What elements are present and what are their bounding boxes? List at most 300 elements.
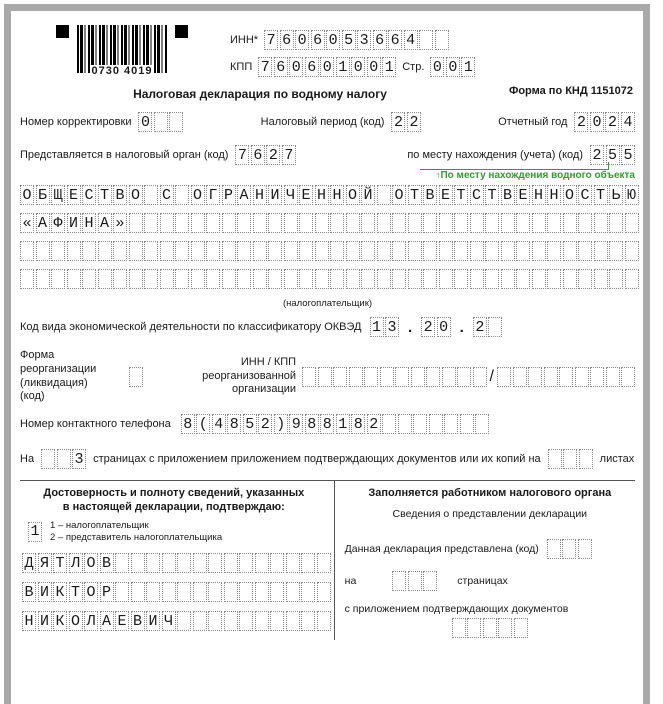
pages-prefix: На bbox=[20, 453, 35, 465]
char-cell: Л bbox=[84, 611, 98, 631]
id-rows bbox=[230, 25, 475, 77]
char-cell bbox=[442, 367, 456, 387]
char-cell bbox=[67, 269, 81, 289]
char-cell bbox=[270, 611, 284, 631]
char-cell bbox=[435, 30, 449, 50]
char-cell: О bbox=[346, 185, 360, 205]
char-cell bbox=[346, 241, 360, 261]
char-cell bbox=[444, 414, 458, 434]
title-row bbox=[20, 85, 635, 103]
char-cell: 7 bbox=[264, 30, 278, 50]
char-cell bbox=[317, 582, 331, 602]
char-cell: 0 bbox=[320, 57, 334, 77]
char-cell bbox=[382, 414, 396, 434]
char-cell bbox=[144, 269, 158, 289]
char-cell bbox=[302, 367, 316, 387]
char-cell bbox=[129, 367, 143, 387]
char-cell bbox=[609, 241, 623, 261]
char-cell bbox=[146, 553, 160, 573]
tax-period-field bbox=[261, 112, 421, 132]
char-cell: С bbox=[578, 185, 592, 205]
char-cell: ) bbox=[274, 414, 288, 434]
copies-count-cells bbox=[548, 449, 593, 469]
char-cell bbox=[532, 213, 546, 233]
char-cell: 2 bbox=[258, 414, 272, 434]
char-cell: Н bbox=[253, 185, 267, 205]
char-cell bbox=[408, 571, 422, 591]
char-cell bbox=[206, 213, 220, 233]
header bbox=[20, 25, 635, 83]
char-cell bbox=[501, 213, 515, 233]
char-cell: Т bbox=[594, 185, 608, 205]
char-cell bbox=[439, 269, 453, 289]
char-cell bbox=[144, 185, 158, 205]
office-sheets-cells bbox=[345, 618, 635, 638]
char-cell bbox=[516, 241, 530, 261]
char-cell bbox=[175, 269, 189, 289]
char-cell bbox=[193, 553, 207, 573]
char-cell bbox=[563, 241, 577, 261]
char-cell bbox=[177, 611, 191, 631]
reorg-form-label-line1: Форма реорганизации bbox=[20, 349, 97, 375]
char-cell: О bbox=[129, 185, 143, 205]
char-cell bbox=[392, 241, 406, 261]
surname-cells bbox=[22, 553, 331, 573]
form-knd-code: Форма по КНД 1151072 bbox=[508, 85, 633, 97]
char-cell: 0 bbox=[430, 57, 444, 77]
kpp-row bbox=[230, 57, 475, 77]
char-cell bbox=[547, 213, 561, 233]
char-cell bbox=[36, 241, 50, 261]
location-note-connector-line bbox=[420, 162, 609, 170]
tax-period-label: Налоговый период (код) bbox=[260, 116, 385, 128]
char-cell: В bbox=[131, 611, 145, 631]
char-cell bbox=[413, 414, 427, 434]
char-cell: Д bbox=[22, 553, 36, 573]
char-cell bbox=[270, 553, 284, 573]
char-cell: В bbox=[22, 582, 36, 602]
char-cell bbox=[439, 241, 453, 261]
char-cell bbox=[498, 618, 512, 638]
char-cell: 8 bbox=[320, 414, 334, 434]
char-cell: И bbox=[38, 611, 52, 631]
char-cell bbox=[160, 241, 174, 261]
barcode-digits bbox=[56, 65, 188, 77]
pages-middle-text: страницах с приложением приложением подтверждающих документов или их копий на bbox=[93, 453, 541, 465]
char-cell bbox=[333, 367, 347, 387]
char-cell bbox=[20, 269, 34, 289]
char-cell: Ю bbox=[625, 185, 639, 205]
char-cell bbox=[392, 571, 406, 591]
char-cell: 6 bbox=[388, 30, 402, 50]
char-cell bbox=[485, 241, 499, 261]
confirmation-heading-line1: Достоверность и полноту сведений, указанных bbox=[43, 487, 305, 499]
char-cell bbox=[621, 367, 635, 387]
char-cell bbox=[222, 213, 236, 233]
char-cell: Ь bbox=[609, 185, 623, 205]
char-cell bbox=[193, 582, 207, 602]
char-cell: Е bbox=[439, 185, 453, 205]
char-cell: 1 bbox=[28, 522, 42, 542]
char-cell bbox=[473, 367, 487, 387]
char-cell bbox=[286, 553, 300, 573]
char-cell bbox=[237, 269, 251, 289]
reorg-form-code-cells bbox=[129, 367, 143, 387]
char-cell: Р bbox=[100, 582, 114, 602]
char-cell bbox=[346, 213, 360, 233]
char-cell: 3 bbox=[385, 317, 399, 337]
signer-row bbox=[28, 520, 326, 545]
char-cell bbox=[501, 269, 515, 289]
char-cell bbox=[578, 213, 592, 233]
char-cell bbox=[175, 241, 189, 261]
char-cell bbox=[175, 185, 189, 205]
char-cell bbox=[483, 618, 497, 638]
char-cell bbox=[361, 269, 375, 289]
page-title: Налоговая декларация по водному налогу bbox=[133, 87, 387, 101]
char-cell bbox=[317, 611, 331, 631]
char-cell bbox=[452, 618, 466, 638]
char-cell bbox=[206, 241, 220, 261]
char-cell bbox=[408, 241, 422, 261]
char-cell: Б bbox=[36, 185, 50, 205]
okved-label: Код вида экономической деятельности по классификатору ОКВЭД bbox=[20, 321, 362, 333]
char-cell: 5 bbox=[606, 145, 620, 165]
char-cell bbox=[129, 241, 143, 261]
char-cell bbox=[255, 553, 269, 573]
char-cell bbox=[82, 241, 96, 261]
char-cell bbox=[423, 571, 437, 591]
char-cell bbox=[625, 213, 639, 233]
char-cell: Н bbox=[330, 185, 344, 205]
char-cell: Е bbox=[67, 185, 81, 205]
char-cell: ( bbox=[196, 414, 210, 434]
char-cell bbox=[380, 367, 394, 387]
reorg-innkpp-label bbox=[169, 356, 296, 397]
char-cell bbox=[131, 582, 145, 602]
office-docs-label: с приложением подтверждающих документов bbox=[344, 603, 569, 615]
char-cell: 6 bbox=[280, 30, 294, 50]
char-cell bbox=[169, 112, 183, 132]
char-cell bbox=[162, 553, 176, 573]
char-cell bbox=[408, 213, 422, 233]
char-cell bbox=[398, 414, 412, 434]
phone-label: Номер контактного телефона bbox=[20, 418, 171, 430]
kpp-label: КПП bbox=[230, 61, 253, 73]
char-cell: 2 bbox=[605, 112, 619, 132]
char-cell: 6 bbox=[311, 30, 325, 50]
location-note-text: По месту нахождения водного объекта bbox=[440, 170, 635, 181]
char-cell bbox=[578, 269, 592, 289]
char-cell bbox=[516, 269, 530, 289]
char-cell: 5 bbox=[342, 30, 356, 50]
char-cell: А bbox=[36, 213, 50, 233]
char-cell bbox=[563, 449, 577, 469]
char-cell: Т bbox=[454, 185, 468, 205]
reorg-kpp-cells bbox=[497, 367, 635, 387]
char-cell bbox=[606, 367, 620, 387]
char-cell bbox=[301, 553, 315, 573]
char-cell bbox=[129, 213, 143, 233]
char-cell bbox=[423, 269, 437, 289]
char-cell: 2 bbox=[407, 112, 421, 132]
char-cell: Н bbox=[22, 611, 36, 631]
char-cell: В bbox=[423, 185, 437, 205]
taxpayer-name-row-4 bbox=[20, 269, 639, 289]
char-cell: И bbox=[146, 611, 160, 631]
char-cell bbox=[590, 367, 604, 387]
char-cell bbox=[191, 213, 205, 233]
char-cell: К bbox=[53, 582, 67, 602]
phone-field bbox=[20, 414, 635, 434]
char-cell: О bbox=[69, 611, 83, 631]
char-cell bbox=[547, 241, 561, 261]
char-cell bbox=[594, 241, 608, 261]
char-cell bbox=[175, 213, 189, 233]
char-cell bbox=[20, 241, 34, 261]
char-cell: О bbox=[563, 185, 577, 205]
submitted-code-cells bbox=[547, 539, 592, 559]
char-cell bbox=[625, 241, 639, 261]
char-cell bbox=[82, 269, 96, 289]
char-cell bbox=[237, 241, 251, 261]
char-cell: 8 bbox=[351, 414, 365, 434]
char-cell: 6 bbox=[305, 57, 319, 77]
submitted-code-label: Данная декларация представлена (код) bbox=[344, 543, 539, 555]
inn-label: ИНН* bbox=[230, 34, 259, 46]
char-cell bbox=[578, 241, 592, 261]
char-cell bbox=[419, 30, 433, 50]
pages-count-cells bbox=[41, 449, 86, 469]
char-cell: С bbox=[470, 185, 484, 205]
confirmation-heading-line2: в настоящей декларации, подтверждаю: bbox=[62, 500, 285, 513]
char-cell bbox=[255, 582, 269, 602]
char-cell bbox=[346, 269, 360, 289]
office-pages-row bbox=[345, 571, 635, 591]
char-cell bbox=[377, 185, 391, 205]
char-cell: В bbox=[100, 553, 114, 573]
char-cell: О bbox=[392, 185, 406, 205]
char-cell bbox=[57, 449, 71, 469]
char-cell bbox=[315, 269, 329, 289]
char-cell bbox=[392, 213, 406, 233]
char-cell: 0 bbox=[446, 57, 460, 77]
char-cell bbox=[67, 241, 81, 261]
char-cell bbox=[470, 269, 484, 289]
reorg-innkpp-label-line2: организации bbox=[231, 383, 297, 396]
char-cell: Т bbox=[53, 553, 67, 573]
char-cell: О bbox=[191, 185, 205, 205]
char-cell bbox=[454, 241, 468, 261]
char-cell bbox=[429, 414, 443, 434]
char-cell bbox=[144, 213, 158, 233]
char-cell bbox=[528, 367, 542, 387]
char-cell: 3 bbox=[72, 449, 86, 469]
correction-cells bbox=[138, 112, 183, 132]
char-cell bbox=[377, 213, 391, 233]
char-cell bbox=[113, 241, 127, 261]
char-cell: О bbox=[84, 553, 98, 573]
char-cell bbox=[208, 611, 222, 631]
char-cell bbox=[609, 269, 623, 289]
char-cell bbox=[516, 213, 530, 233]
char-cell bbox=[268, 213, 282, 233]
confirmation-column bbox=[20, 481, 334, 640]
char-cell: 0 bbox=[289, 57, 303, 77]
char-cell bbox=[299, 241, 313, 261]
char-cell bbox=[548, 449, 562, 469]
location-code-label: по месту нахождения (учета) (код) bbox=[407, 149, 583, 161]
char-cell: Н bbox=[315, 185, 329, 205]
char-cell bbox=[98, 241, 112, 261]
char-cell: 0 bbox=[295, 30, 309, 50]
char-cell: Щ bbox=[51, 185, 65, 205]
barcode-square-left-icon bbox=[56, 25, 69, 38]
char-cell: 5 bbox=[243, 414, 257, 434]
char-cell: 1 bbox=[461, 57, 475, 77]
tax-office-column bbox=[334, 481, 635, 640]
char-cell bbox=[625, 269, 639, 289]
taxpayer-name-row-1 bbox=[20, 185, 639, 205]
char-cell bbox=[532, 241, 546, 261]
char-cell bbox=[315, 241, 329, 261]
char-cell bbox=[41, 449, 55, 469]
char-cell bbox=[377, 269, 391, 289]
char-cell: 1 bbox=[370, 317, 384, 337]
char-cell bbox=[349, 367, 363, 387]
char-cell bbox=[532, 269, 546, 289]
char-cell: 2 bbox=[266, 145, 280, 165]
okved-field bbox=[20, 317, 635, 337]
char-cell: Ч bbox=[162, 611, 176, 631]
barcode bbox=[56, 25, 188, 81]
char-cell bbox=[191, 241, 205, 261]
okved-dot-2: . bbox=[459, 318, 464, 336]
reorg-inn-cells bbox=[302, 367, 487, 387]
char-cell bbox=[177, 553, 191, 573]
char-cell bbox=[317, 553, 331, 573]
taxpayer-name-row-3 bbox=[20, 241, 639, 261]
signer-code-cell bbox=[28, 522, 42, 542]
char-cell: 1 bbox=[336, 414, 350, 434]
okved-dot-1: . bbox=[408, 318, 413, 336]
tax-authority-label: Представляется в налоговый орган (код) bbox=[20, 149, 229, 161]
char-cell bbox=[460, 414, 474, 434]
char-cell bbox=[578, 539, 592, 559]
char-cell bbox=[301, 582, 315, 602]
char-cell bbox=[299, 269, 313, 289]
char-cell bbox=[513, 367, 527, 387]
char-cell bbox=[392, 269, 406, 289]
char-cell bbox=[193, 611, 207, 631]
char-cell: 7 bbox=[282, 145, 296, 165]
char-cell bbox=[475, 414, 489, 434]
char-cell bbox=[559, 367, 573, 387]
char-cell bbox=[547, 269, 561, 289]
char-cell: 4 bbox=[404, 30, 418, 50]
char-cell: 2 bbox=[473, 317, 487, 337]
reorg-form-label-line2: (ликвидация) (код) bbox=[20, 376, 88, 403]
char-cell bbox=[270, 582, 284, 602]
char-cell: 0 bbox=[437, 317, 451, 337]
correction-label: Номер корректировки bbox=[20, 116, 132, 128]
char-cell: 2 bbox=[367, 414, 381, 434]
pages-row bbox=[20, 449, 635, 469]
char-cell bbox=[547, 539, 561, 559]
char-cell: Т bbox=[485, 185, 499, 205]
reorg-innkpp-label-line1: ИНН / КПП реорганизованной bbox=[202, 355, 297, 382]
char-cell bbox=[488, 317, 502, 337]
char-cell bbox=[177, 582, 191, 602]
tax-authority-cells bbox=[235, 145, 296, 165]
document-page bbox=[4, 4, 650, 704]
char-cell: Л bbox=[69, 553, 83, 573]
char-cell bbox=[395, 367, 409, 387]
signer-options bbox=[50, 520, 222, 545]
char-cell bbox=[268, 241, 282, 261]
char-cell: Я bbox=[38, 553, 52, 573]
char-cell bbox=[330, 269, 344, 289]
char-cell: Т bbox=[98, 185, 112, 205]
char-cell bbox=[224, 553, 238, 573]
char-cell bbox=[497, 367, 511, 387]
char-cell: В bbox=[501, 185, 515, 205]
char-cell bbox=[470, 241, 484, 261]
phone-cells bbox=[181, 414, 490, 434]
char-cell bbox=[377, 241, 391, 261]
page-number-cells bbox=[430, 57, 475, 77]
char-cell bbox=[208, 582, 222, 602]
char-cell bbox=[146, 582, 160, 602]
char-cell bbox=[361, 213, 375, 233]
char-cell: 0 bbox=[367, 57, 381, 77]
char-cell bbox=[514, 618, 528, 638]
char-cell bbox=[485, 213, 499, 233]
row-correction-period-year bbox=[20, 112, 635, 132]
char-cell bbox=[470, 213, 484, 233]
char-cell: Т bbox=[408, 185, 422, 205]
char-cell: 7 bbox=[258, 57, 272, 77]
char-cell bbox=[253, 269, 267, 289]
char-cell bbox=[330, 213, 344, 233]
char-cell: 6 bbox=[251, 145, 265, 165]
char-cell bbox=[191, 269, 205, 289]
signer-option-2: 2 – представитель налогоплательщика bbox=[50, 531, 223, 543]
char-cell: 8 bbox=[227, 414, 241, 434]
char-cell bbox=[408, 269, 422, 289]
inn-cells bbox=[264, 30, 449, 50]
tax-office-heading: Заполняется работником налогового органа bbox=[368, 487, 612, 499]
char-cell bbox=[224, 582, 238, 602]
page-number-label: Стр. bbox=[402, 61, 425, 73]
char-cell: 4 bbox=[212, 414, 226, 434]
char-cell bbox=[239, 611, 253, 631]
char-cell bbox=[224, 611, 238, 631]
char-cell bbox=[361, 241, 375, 261]
char-cell bbox=[113, 269, 127, 289]
char-cell bbox=[253, 241, 267, 261]
char-cell: Ф bbox=[51, 213, 65, 233]
signer-option-1: 1 – налогоплательщик bbox=[50, 519, 149, 531]
char-cell bbox=[208, 553, 222, 573]
okved-cells-2 bbox=[421, 317, 451, 337]
char-cell bbox=[594, 213, 608, 233]
char-cell bbox=[423, 241, 437, 261]
char-cell bbox=[330, 241, 344, 261]
char-cell bbox=[284, 213, 298, 233]
char-cell bbox=[439, 213, 453, 233]
reorg-slash: / bbox=[489, 367, 494, 385]
